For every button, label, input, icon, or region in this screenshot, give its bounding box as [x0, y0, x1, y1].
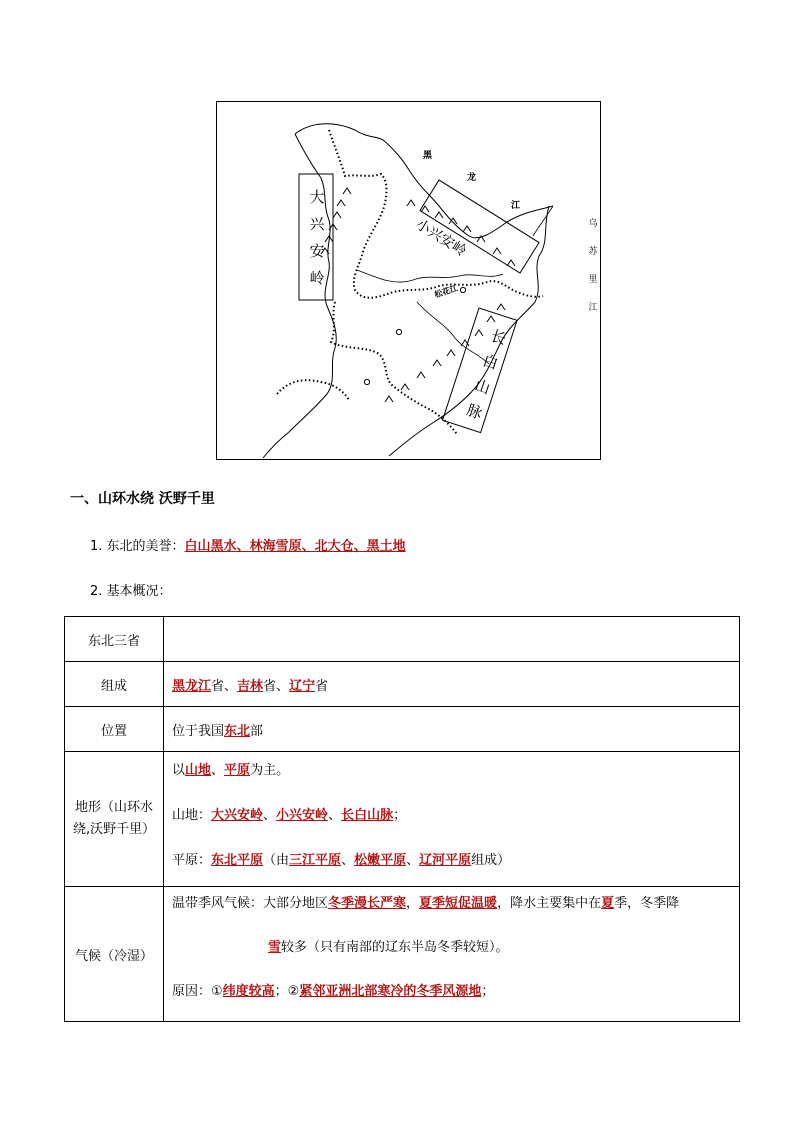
label-xiaoxinganling: 小兴安岭 [412, 216, 469, 260]
label-heilongjiang-1: 黑 [423, 151, 433, 161]
term: 白山黑水 [184, 539, 237, 554]
item-1: 1. 东北的美誉：白山黑水、林海雪原、北大仓、黑土地 [90, 539, 406, 554]
label-heilongjiang-3: 江 [511, 201, 521, 211]
cell-line: 雪较多（只有南部的辽东半岛冬季较短）。 [268, 940, 509, 955]
row-value [164, 887, 740, 1022]
city-dot [364, 379, 369, 384]
table-row [65, 887, 740, 1022]
cell-line: 山地：大兴安岭、小兴安岭、长白山脉； [172, 808, 407, 823]
songhua-river [357, 270, 503, 282]
city-dot [396, 329, 401, 334]
label-heilongjiang-2: 龙 [467, 173, 477, 183]
row-value: 位于我国东北部 [164, 707, 740, 752]
row-value [164, 752, 740, 887]
map-drawing [217, 102, 602, 461]
table-row [65, 617, 740, 662]
label-daxinganling: 大 兴 安 岭 [309, 188, 325, 287]
northeast-map [216, 101, 601, 460]
row-header: 东北三省 [65, 617, 164, 662]
table-row [65, 707, 740, 752]
row-header: 气候（冷湿） [65, 887, 164, 1022]
term: 黑土地 [366, 539, 406, 554]
label-changbaishan: 长 白 山 脉 [464, 326, 509, 423]
cell-line: 以山地、平原为主。 [172, 763, 290, 778]
label-songhuajiang: 松花江 [433, 282, 459, 300]
province-boundary-3 [277, 380, 349, 400]
row-header: 位置 [65, 707, 164, 752]
item-2: 2. 基本概况： [90, 584, 172, 599]
term: 北大仓 [314, 539, 354, 554]
overview-table [64, 616, 740, 1022]
row-header: 组成 [65, 662, 164, 707]
section-heading: 一、山环水绕 沃野千里 [70, 491, 215, 507]
province-boundary [329, 130, 543, 298]
table-row [65, 662, 740, 707]
city-dot [460, 287, 465, 292]
cell-line: 温带季风气候：大部分地区冬季漫长严寒，夏季短促温暖，降水主要集中在夏季，冬季降 [172, 896, 680, 911]
province-boundary-2 [331, 302, 457, 434]
term: 林海雪原 [249, 539, 302, 554]
row-value: 黑龙江省、吉林省、辽宁省 [164, 662, 740, 707]
cell-line: 原因：①纬度较高；②紧邻亚洲北部寒冷的冬季风源地； [172, 984, 495, 999]
cell-line: 平原：东北平原（由三江平原、松嫩平原、辽河平原组成） [172, 853, 511, 868]
table-row [65, 752, 740, 887]
row-value [164, 617, 740, 662]
row-header: 地形（山环水绕,沃野千里） [65, 752, 164, 887]
label-wusulijiang: 乌 苏 里 江 [588, 219, 598, 313]
western-edge [263, 134, 336, 458]
